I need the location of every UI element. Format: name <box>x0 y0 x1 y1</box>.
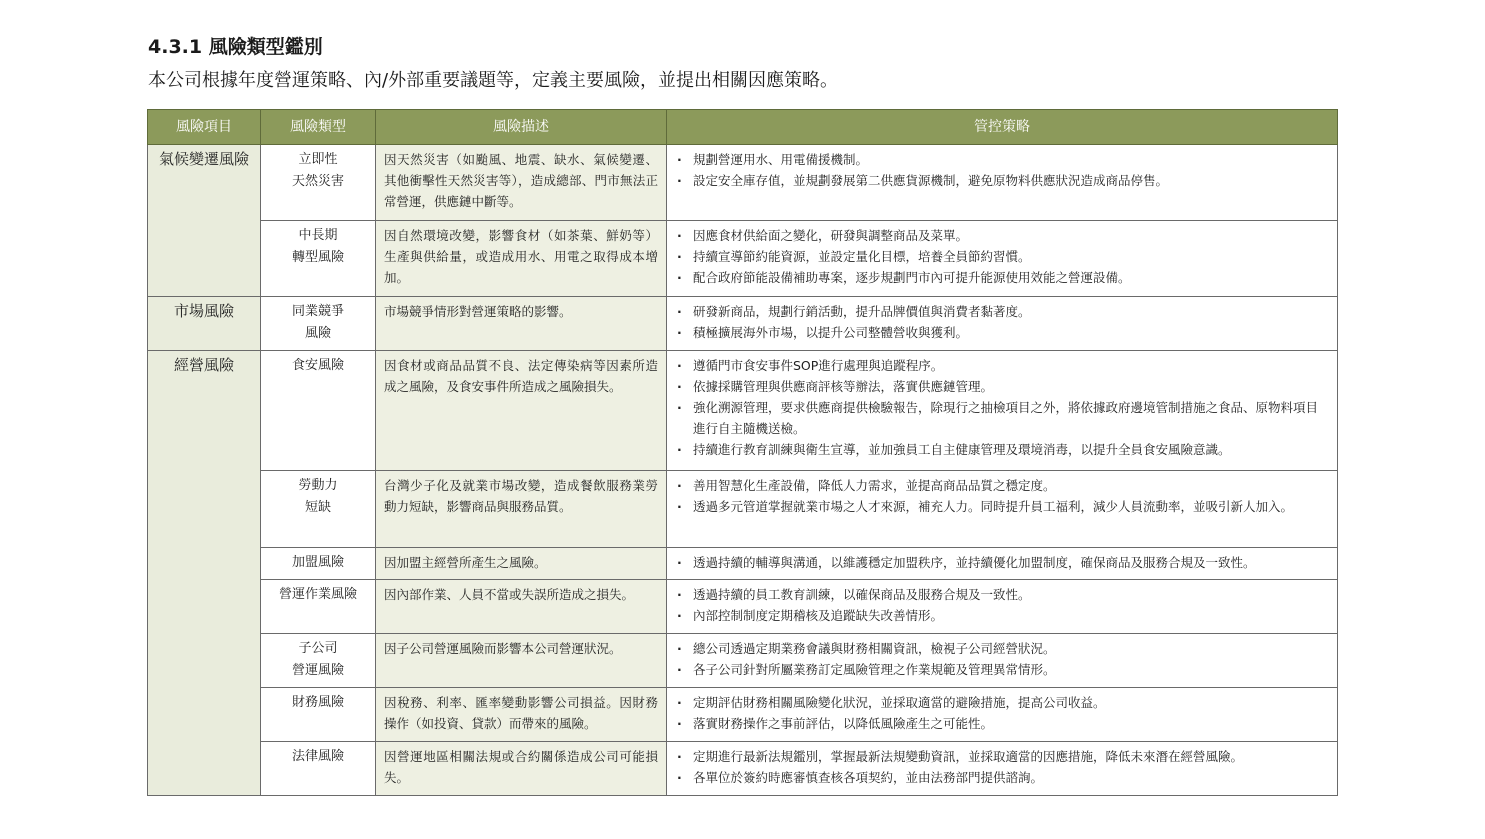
intro-text: 本公司根據年度營運策略、內/外部重要議題等，定義主要風險，並提出相關因應策略。 <box>148 70 839 91</box>
risk-type: 中長期 轉型風險 <box>261 221 376 297</box>
strategy-item: · 積極擴展海外市場，以提升公司整體營收與獲利。 <box>675 322 1329 343</box>
risk-description: 台灣少子化及就業市場改變，造成餐飲服務業勞動力短缺，影響商品與服務品質。 <box>376 471 667 548</box>
header-category: 風險項目 <box>148 110 261 145</box>
strategy-item: · 研發新商品，規劃行銷活動，提升品牌價值與消費者黏著度。 <box>675 301 1329 322</box>
strategy-item: · 落實財務操作之事前評估，以降低風險產生之可能性。 <box>675 713 1329 734</box>
risk-type: 法律風險 <box>261 742 376 796</box>
risk-description: 因食材或商品品質不良、法定傳染病等因素所造成之風險，及食安事件所造成之風險損失。 <box>376 351 667 471</box>
risk-strategy <box>667 688 1338 742</box>
table-row <box>148 297 1338 351</box>
risk-type: 同業競爭 風險 <box>261 297 376 351</box>
strategy-item: · 定期進行最新法規鑑別，掌握最新法規變動資訊，並採取適當的因應措施，降低未來潛在經營風險。 <box>675 746 1329 767</box>
strategy-item: · 遵循門市食安事件SOP進行處理與追蹤程序。 <box>675 355 1329 376</box>
strategy-item: · 各單位於簽約時應審慎查核各項契約，並由法務部門提供諮詢。 <box>675 767 1329 788</box>
risk-description: 因子公司營運風險而影響本公司營運狀況。 <box>376 634 667 688</box>
risk-strategy <box>667 634 1338 688</box>
risk-type: 食安風險 <box>261 351 376 471</box>
risk-description: 因稅務、利率、匯率變動影響公司損益。因財務操作（如投資、貸款）而帶來的風險。 <box>376 688 667 742</box>
strategy-item: · 依據採購管理與供應商評核等辦法，落實供應鏈管理。 <box>675 376 1329 397</box>
risk-strategy <box>667 221 1338 297</box>
risk-strategy <box>667 548 1338 580</box>
risk-strategy <box>667 742 1338 796</box>
header-description: 風險描述 <box>376 110 667 145</box>
table-row <box>148 580 1338 634</box>
header-row <box>148 110 1338 145</box>
table-row <box>148 688 1338 742</box>
strategy-item: · 總公司透過定期業務會議與財務相關資訊，檢視子公司經營狀況。 <box>675 638 1329 659</box>
risk-type: 子公司 營運風險 <box>261 634 376 688</box>
table-row <box>148 351 1338 471</box>
strategy-item: · 規劃營運用水、用電備援機制。 <box>675 149 1329 170</box>
strategy-item: · 設定安全庫存值，並規劃發展第二供應貨源機制，避免原物料供應狀況造成商品停售。 <box>675 170 1329 191</box>
risk-strategy <box>667 580 1338 634</box>
table-row <box>148 471 1338 548</box>
risk-table <box>147 109 1338 796</box>
risk-description: 因加盟主經營所產生之風險。 <box>376 548 667 580</box>
risk-type: 營運作業風險 <box>261 580 376 634</box>
risk-description: 因自然環境改變，影響食材（如茶葉、鮮奶等）生產與供給量，或造成用水、用電之取得成本增加。 <box>376 221 667 297</box>
header-strategy: 管控策略 <box>667 110 1338 145</box>
table-row <box>148 145 1338 221</box>
strategy-item: · 善用智慧化生產設備，降低人力需求，並提高商品品質之穩定度。 <box>675 475 1329 496</box>
strategy-item: · 配合政府節能設備補助專案，逐步規劃門市內可提升能源使用效能之營運設備。 <box>675 267 1329 288</box>
risk-type: 財務風險 <box>261 688 376 742</box>
risk-type: 立即性 天然災害 <box>261 145 376 221</box>
category-operation: 經營風險 <box>148 351 261 796</box>
risk-strategy <box>667 145 1338 221</box>
table-row <box>148 742 1338 796</box>
strategy-item: · 透過持續的輔導與溝通，以維護穩定加盟秩序，並持續優化加盟制度，確保商品及服務合規及一致性。 <box>675 552 1329 573</box>
strategy-item: · 持續進行教育訓練與衛生宣導，並加強員工自主健康管理及環境消毒，以提升全員食安風險意識。 <box>675 439 1329 460</box>
risk-description: 市場競爭情形對營運策略的影響。 <box>376 297 667 351</box>
strategy-item: · 持續宣導節約能資源，並設定量化目標，培養全員節約習慣。 <box>675 246 1329 267</box>
risk-type: 勞動力 短缺 <box>261 471 376 548</box>
risk-description: 因天然災害（如颱風、地震、缺水、氣候變遷、其他衝擊性天然災害等），造成總部、門市無法正常營運，供應鏈中斷等。 <box>376 145 667 221</box>
category-market: 市場風險 <box>148 297 261 351</box>
strategy-item: · 因應食材供給面之變化，研發與調整商品及菜單。 <box>675 225 1329 246</box>
category-climate: 氣候變遷風險 <box>148 145 261 297</box>
strategy-item: · 各子公司針對所屬業務訂定風險管理之作業規範及管理異常情形。 <box>675 659 1329 680</box>
table-row <box>148 221 1338 297</box>
strategy-item: · 定期評估財務相關風險變化狀況，並採取適當的避險措施，提高公司收益。 <box>675 692 1329 713</box>
strategy-item: · 強化溯源管理，要求供應商提供檢驗報告，除現行之抽檢項目之外，將依據政府邊境管制措施之食品、原物料項目進行自主隨機送檢。 <box>675 397 1329 439</box>
risk-type: 加盟風險 <box>261 548 376 580</box>
risk-description: 因營運地區相關法規或合約關係造成公司可能損失。 <box>376 742 667 796</box>
risk-description: 因內部作業、人員不當或失誤所造成之損失。 <box>376 580 667 634</box>
header-type: 風險類型 <box>261 110 376 145</box>
section-title: 4.3.1 風險類型鑑別 <box>148 36 323 58</box>
strategy-item: · 透過持續的員工教育訓練，以確保商品及服務合規及一致性。 <box>675 584 1329 605</box>
risk-strategy <box>667 351 1338 471</box>
strategy-item: · 透過多元管道掌握就業市場之人才來源，補充人力。同時提升員工福利，減少人員流動率，並吸引新人加入。 <box>675 496 1329 517</box>
table-row <box>148 548 1338 580</box>
risk-strategy <box>667 471 1338 548</box>
strategy-item: · 內部控制制度定期稽核及追蹤缺失改善情形。 <box>675 605 1329 626</box>
risk-strategy <box>667 297 1338 351</box>
table-row <box>148 634 1338 688</box>
